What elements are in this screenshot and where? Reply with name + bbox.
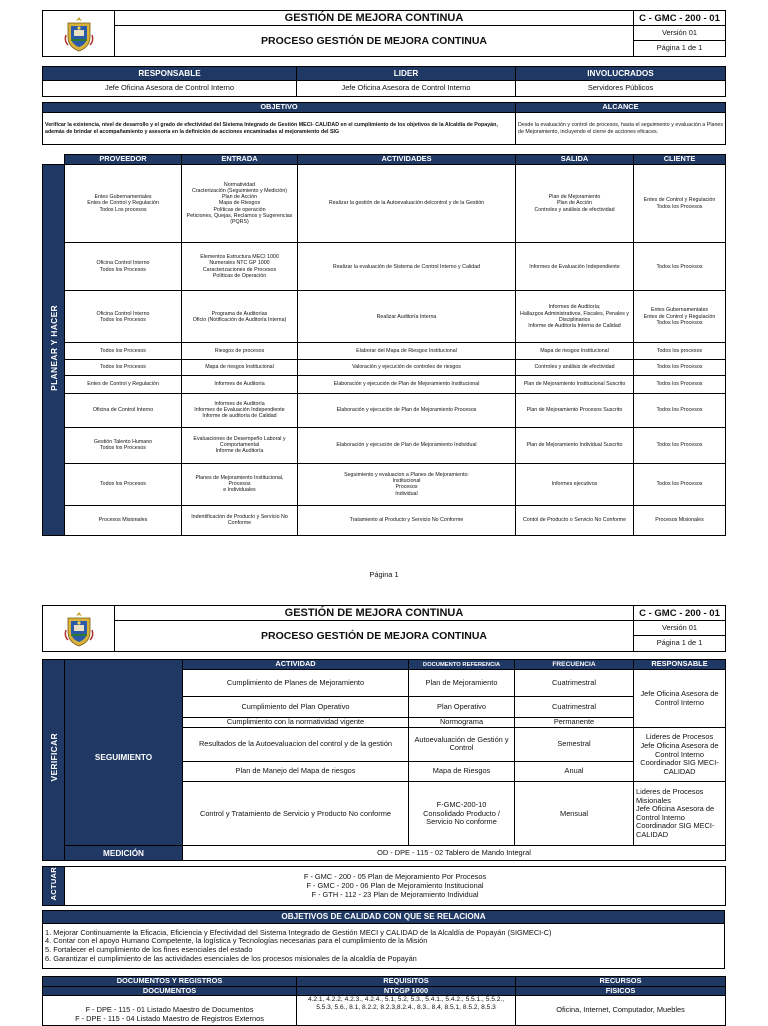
- logo-cell: [43, 11, 115, 57]
- doc-line-1: F - DPE - 115 - 04 Listado Maestro de Registros Externos: [75, 1013, 264, 1023]
- process-actividad-cell: Realizar la evaluación de Sistema de Control Interno y Calidad: [298, 243, 516, 291]
- responsable-value: Jefe Oficina Asesora de Control Interno: [43, 81, 297, 97]
- medicion-label: MEDICIÓN: [65, 846, 183, 861]
- popayan-coat-of-arms-icon: [64, 610, 94, 648]
- header-code-2: C - GMC - 200 - 01: [634, 606, 726, 621]
- verify-documento-4: Mapa de Riesgos: [409, 761, 515, 782]
- alcance-header: ALCANCE: [516, 103, 726, 113]
- documento-header: DOCUMENTO REFERENCIA: [409, 660, 515, 670]
- process-salida-cell: Plan de Mejoramiento Individual Suscrito: [516, 427, 634, 463]
- verificar-side: VERIFICAR: [43, 660, 65, 861]
- lider-value: Jefe Oficina Asesora de Control Interno: [297, 81, 516, 97]
- req-header: REQUISITOS: [297, 977, 516, 987]
- calidad-items: [43, 924, 725, 969]
- verify-frecuencia-3: Semestral: [515, 728, 634, 761]
- process-cliente-cell: Entes de Control y Regulación Todos los Procesos: [634, 165, 726, 243]
- process-salida-cell: Plan de Mejoramiento Procesos Suscrito: [516, 393, 634, 427]
- medicion-value: OD - DPE - 115 - 02 Tablero de Mando Integral: [183, 846, 726, 861]
- responsable-header-2: RESPONSABLE: [634, 660, 726, 670]
- process-entrada-cell: Planes de Mejoramiento Institucional, Procesos e Individuales: [182, 463, 298, 505]
- process-salida-cell: Controles y análisis de efectividad: [516, 359, 634, 375]
- process-entrada-cell: Indentificación de Producto y Servicio No Conforme: [182, 505, 298, 535]
- req-value: 4.2.1, 4.2.2, 4.2.3., 4.2.4., 5.1, 5.2, 5.3., 5.4.1., 5.4.2., 5.5.1., 5.5.2., 5.5.3, 5.6., 8.1, 8.2.2, 8.2.3,8.2.4., 8.3., 8.4, 8.5.1, 8.5.2, 8.5.3: [297, 996, 516, 1026]
- process-salida-cell: Contol de Producto o Servicio No Conforme: [516, 505, 634, 535]
- process-cliente-cell: Todos los Procesos: [634, 359, 726, 375]
- verify-documento-5: F-GMC-200-10 Consolidado Producto / Servicio No conforme: [409, 782, 515, 846]
- calidad-item-1: 4. Contar con el apoyo Humano Competente, la logística y Tecnologías necesarias para el cumplimiento de la Misión: [45, 936, 428, 946]
- verify-actividad-2: Cumplimiento con la normatividad vigente: [183, 718, 409, 728]
- verify-actividad-5: Control y Tratamiento de Servicio y Producto No conforme: [183, 782, 409, 846]
- process-cliente-cell: Todos los Procesos: [634, 375, 726, 393]
- verificar-table: [42, 659, 726, 861]
- verify-actividad-4: Plan de Manejo del Mapa de riesgos: [183, 761, 409, 782]
- lider-header: LIDER: [297, 67, 516, 81]
- process-row: [43, 505, 726, 535]
- process-proveedor-cell: Todos los Procesos: [65, 463, 182, 505]
- process-salida-cell: Plan de Mejoramiento Institucional Suscrito: [516, 375, 634, 393]
- verify-documento-2: Normograma: [409, 718, 515, 728]
- planear-hacer-side: PLANEAR Y HACER: [43, 165, 65, 536]
- process-proveedor-cell: Procesos Misionales: [65, 505, 182, 535]
- logo-cell-2: [43, 606, 115, 652]
- verify-frecuencia-4: Anual: [515, 761, 634, 782]
- docs-subheader: DOCUMENTOS: [43, 986, 297, 996]
- process-proveedor-cell: Oficina Control Interno Todos los Procesos: [65, 243, 182, 291]
- process-row: [43, 343, 726, 359]
- process-actividad-cell: Realizar la gestión de la Autoevaluación delcontrol y de la Gestión: [298, 165, 516, 243]
- process-salida-cell: Informes ejecutivos: [516, 463, 634, 505]
- calidad-item-0: 1. Mejorar Continuamente la Eficacia, Eficiencia y Efectividad del Sistema Integrado de Gestión MECI y CALIDAD de la Alcaldía de Popayán (SIGMECI-C): [45, 927, 552, 937]
- responsable-table: [42, 66, 726, 97]
- process-actividad-cell: Seguimiento y evaluacion a Planes de Mejoramiento: Institucional Procesos Individual: [298, 463, 516, 505]
- process-proveedor-cell: Entes Gubernamentales Entes de Control y Regulación Todos Los procesos: [65, 165, 182, 243]
- responsable-header: RESPONSABLE: [43, 67, 297, 81]
- process-row: [43, 427, 726, 463]
- involucrados-header: INVOLUCRADOS: [516, 67, 726, 81]
- objetivo-alcance-table: [42, 102, 726, 145]
- process-cliente-cell: Todos los Procesos: [634, 463, 726, 505]
- docs-table: [42, 976, 726, 1026]
- docs-list: [43, 996, 297, 1026]
- process-entrada-cell: Informes de Auditoría: [182, 375, 298, 393]
- actividad-header: ACTIVIDAD: [183, 660, 409, 670]
- process-actividad-cell: Elaborar del Mapa de Riesgos Institucional: [298, 343, 516, 359]
- process-row: [43, 359, 726, 375]
- proveedor-header: PROVEEDOR: [65, 155, 182, 165]
- actuar-line-1: F - GMC - 200 - 06 Plan de Mejoramiento Institucional: [306, 880, 484, 890]
- verify-resp-1: Lideres de Procesos Jefe Oficina Asesora de Control Interno Coordinador SIG MECI-CALIDAD: [634, 728, 726, 782]
- cliente-header: CLIENTE: [634, 155, 726, 165]
- process-cliente-cell: Todos los Procesos: [634, 243, 726, 291]
- verificar-blank: [65, 660, 183, 670]
- process-actividad-cell: Elaboración y ejecución de Plan de Mejoramiento Institucional: [298, 375, 516, 393]
- verify-frecuencia-5: Mensual: [515, 782, 634, 846]
- frecuencia-header: FRECUENCIA: [515, 660, 634, 670]
- actuar-table: [42, 866, 726, 906]
- process-row: [43, 463, 726, 505]
- actuar-line-2: F - GTH - 112 - 23 Plan de Mejoramiento Individual: [311, 889, 479, 899]
- header-table-2: [42, 605, 726, 652]
- header-page-1: Página 1 de 1: [634, 41, 726, 57]
- process-cliente-cell: Entes Gubernamentales Entes de Control y Regulación Todos los Procesos: [634, 291, 726, 343]
- process-actividad-cell: Elaboración y ejecución de Plan de Mejoramiento Individual: [298, 427, 516, 463]
- process-row: [43, 393, 726, 427]
- header-code-1: C - GMC - 200 - 01: [634, 11, 726, 26]
- verify-resp-2: Lideres de Procesos Misionales Jefe Oficina Asesora de Control Interno Coordinador SIG MECI-CALIDAD: [634, 782, 726, 846]
- process-cliente-cell: Todos los procesos: [634, 343, 726, 359]
- header-version-2: Versión 01: [634, 621, 726, 636]
- process-cliente-cell: Todos los Procesos: [634, 427, 726, 463]
- calidad-header: OBJETIVOS DE CALIDAD CON QUE SE RELACIONA: [43, 911, 725, 924]
- process-actividad-cell: Valoración y ejecución de controles de riesgos: [298, 359, 516, 375]
- alcance-text: Desde la evaluación y control de procesos, hasta el seguimiento y evaluación a Planes de Mejoramiento, incluyendo el cierre de acciones eficaces.: [516, 113, 726, 145]
- actuar-side: ACTUAR: [43, 867, 65, 906]
- process-proveedor-cell: Entes de Control y Regulación: [65, 375, 182, 393]
- verify-actividad-1: Cumplimiento del Plan Operativo: [183, 697, 409, 718]
- salida-header: SALIDA: [516, 155, 634, 165]
- req-subheader: NTCGP 1000: [297, 986, 516, 996]
- process-actividad-cell: Elaboración y ejecución de Plan de Mejoramiento Procesos: [298, 393, 516, 427]
- process-row: [43, 291, 726, 343]
- process-salida-cell: Informes de Evaluación Independiente: [516, 243, 634, 291]
- process-entrada-cell: Programa de Auditorías Oficio (Notificación de Auditoría Interna): [182, 291, 298, 343]
- calidad-item-2: 5. Fortalecer el cumplimiento de los fines esenciales del estado: [45, 945, 253, 954]
- header-page-2: Página 1 de 1: [634, 636, 726, 652]
- header-title-1: GESTIÓN DE MEJORA CONTINUA: [115, 11, 634, 26]
- process-actividad-cell: Tratamiento al Producto y Servicio No Conforme: [298, 505, 516, 535]
- process-proveedor-cell: Oficina Control Interno Todos los Procesos: [65, 291, 182, 343]
- process-entrada-cell: Elementos Estructura MECI 1000 Numerales NTC GP 1000 Caracterizaciones de Procesos Políticas de Operación: [182, 243, 298, 291]
- process-cliente-cell: Todos los Procesos: [634, 393, 726, 427]
- verify-actividad-0: Cumplimiento de Planes de Mejoramiento: [183, 670, 409, 697]
- header-version-1: Versión 01: [634, 26, 726, 41]
- process-entrada-cell: Normatividad Cracterización (Seguimiento y Medición) Plan de Acción Mapa de Riesgos Políticas de operación Peticiones, Quejas, Reclamos y Sugerencias (PQRS): [182, 165, 298, 243]
- process-entrada-cell: Riesgos de procesos: [182, 343, 298, 359]
- header-title-2: PROCESO GESTIÓN DE MEJORA CONTINUA: [115, 26, 634, 57]
- actividades-header: ACTIVIDADES: [298, 155, 516, 165]
- entrada-header: ENTRADA: [182, 155, 298, 165]
- actuar-line-0: F - GMC - 200 - 05 Plan de Mejoramiento Por Procesos: [303, 872, 487, 882]
- verify-frecuencia-1: Cuatrimestral: [515, 697, 634, 718]
- process-row: [43, 243, 726, 291]
- process-salida-cell: Mapa de riesgos Institucional: [516, 343, 634, 359]
- process-row: [43, 165, 726, 243]
- verify-actividad-3: Resultados de la Autoevaluacion del control y de la gestión: [183, 728, 409, 761]
- involucrados-value: Servidores Públicos: [516, 81, 726, 97]
- process-actividad-cell: Realizar Auditoría Interna: [298, 291, 516, 343]
- process-cliente-cell: Procesos Misionales: [634, 505, 726, 535]
- calidad-table: [42, 910, 725, 969]
- docs-header: DOCUMENTOS Y REGISTROS: [43, 977, 297, 987]
- verify-resp-0: Jefe Oficina Asesora de Control Interno: [634, 670, 726, 728]
- process-proveedor-cell: Todos los Procesos: [65, 359, 182, 375]
- rec-subheader: FISICOS: [516, 986, 726, 996]
- verify-frecuencia-0: Cuatrimestral: [515, 670, 634, 697]
- process-salida-cell: Plan de Mejoramiento Plan de Acción Controles y análisis de efectividad: [516, 165, 634, 243]
- rec-value: Oficina, Internet, Computador, Muebles: [516, 996, 726, 1026]
- verify-documento-1: Plan Operativo: [409, 697, 515, 718]
- process-entrada-cell: Evaluaciones de Desempeño Laboral y Comportamental Informe de Auditoría: [182, 427, 298, 463]
- process-proveedor-cell: Todos los Procesos: [65, 343, 182, 359]
- process-salida-cell: Informes de Auditoría; Hallazgos Administrativos, Fiscales, Penales y Disciplinarios Informe de Auditoría Interna de Calidad: [516, 291, 634, 343]
- calidad-item-3: 6. Garantizar el cumplimiento de las actividades esenciales de los procesos misionales de la alcaldía de Popayán: [45, 953, 417, 963]
- popayan-coat-of-arms-icon: [64, 15, 94, 53]
- page-number: Página 1: [369, 570, 399, 579]
- process-row: [43, 375, 726, 393]
- doc-line-0: F - DPE - 115 - 01 Listado Maestro de Documentos: [85, 1005, 254, 1015]
- corner-blank: [43, 155, 65, 165]
- header-title-2: PROCESO GESTIÓN DE MEJORA CONTINUA: [115, 621, 634, 652]
- header-table-1: [42, 10, 726, 57]
- rec-header: RECURSOS: [516, 977, 726, 987]
- verify-documento-3: Autoevaluación de Gestión y Control: [409, 728, 515, 761]
- process-table: [42, 154, 726, 536]
- objetivo-text: Verificar la existencia, nivel de desarrollo y el grado de efectividad del Sistema Integrado de Gestión MECI- CALIDAD en el cumplimiento de los objetivos de la Alcaldía de Popayán, además de brindar el acompañamiento y asesoría en la definición de acciones encaminadas al mejoramiento del SIG: [43, 113, 516, 145]
- verify-documento-0: Plan de Mejoramiento: [409, 670, 515, 697]
- seguimiento-label: SEGUIMIENTO: [65, 670, 183, 846]
- process-entrada-cell: Mapa de riesgos Institucional: [182, 359, 298, 375]
- process-proveedor-cell: Gestión Talento Humano Todos los Procesos: [65, 427, 182, 463]
- header-title-1: GESTIÓN DE MEJORA CONTINUA: [115, 606, 634, 621]
- verify-frecuencia-2: Permanente: [515, 718, 634, 728]
- process-proveedor-cell: Oficina de Control Interno: [65, 393, 182, 427]
- actuar-list: [65, 867, 726, 906]
- process-entrada-cell: Informes de Auditoría Informes de Evaluación Independiente Informe de auditoría de Calidad: [182, 393, 298, 427]
- objetivo-header: OBJETIVO: [43, 103, 516, 113]
